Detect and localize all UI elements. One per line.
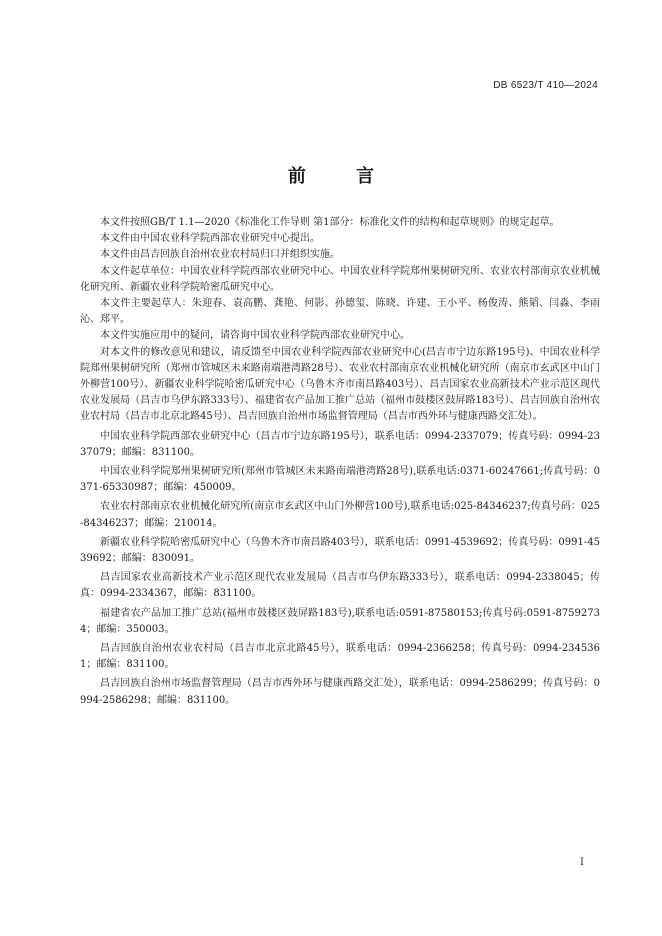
document-code: DB 6523/T 410—2024 (493, 80, 598, 91)
contact-item: 昌吉回族自治州农业农村局（昌吉市北京北路45号），联系电话：0994-2366258；传真号码：0994-2345361；邮编：831100。 (80, 643, 600, 671)
paragraph-administrator: 本文件由昌吉回族自治州农业农村局归口并组织实施。 (100, 249, 340, 261)
contact-item: 新疆农业科学院哈密瓜研究中心（乌鲁木齐市南昌路403号），联系电话：0991-4539692；传真号码：0991-4539692；邮编：830091。 (80, 536, 600, 565)
contact-item: 农业农村部南京农业机械化研究所(南京市玄武区中山门外柳营100号),联系电话:025-84346237;传真号码：025-84346237；邮编：210014。 (80, 501, 600, 529)
contact-item: 福建省农产品加工推广总站(福州市鼓楼区鼓屏路183号),联系电话:0591-87580153;传真号码:0591-87592734；邮编：350003。 (80, 607, 600, 635)
paragraph-inquiries: 本文件实施应用中的疑问，请咨询中国农业科学院西部农业研究中心。 (100, 330, 410, 342)
foreword-body (80, 215, 600, 709)
paragraph-proposer: 本文件由中国农业科学院西部农业研究中心提出。 (100, 233, 320, 245)
paragraph-drafting-units: 本文件起草单位：中国农业科学院西部农业研究中心、中国农业科学院郑州果树研究所、农业农村部南京农业机械化研究所、新疆农业科学院哈密瓜研究中心。 (80, 265, 600, 293)
contact-item: 中国农业科学院郑州果树研究所(郑州市管城区未来路南端港湾路28号),联系电话:0371-60247661;传真号码：0371-65330987；邮编：450009。 (80, 466, 600, 494)
page-title: 前 言 (287, 166, 397, 187)
paragraph-drafting-rules: 本文件按照GB/T 1.1—2020《标准化工作导则 第1部分：标准化文件的结构和起草规则》的规定起草。 (100, 217, 560, 228)
contact-item: 中国农业科学院西部农业研究中心（昌吉市宁边东路195号），联系电话：0994-2337079；传真号码：0994-2337079；邮编：831100。 (80, 430, 600, 458)
page-number: I (580, 857, 584, 868)
contact-item: 昌吉国家农业高新技术产业示范区现代农业发展局（昌吉市乌伊东路333号），联系电话：0994-2338045；传真：0994-2334367，邮编：831100。 (80, 572, 600, 600)
paragraph-drafters: 本文件主要起草人：朱迎春、袁高鹏、龚艳、何影、孙德玺、陈晓、许建、王小平、杨俊涛、熊韬、闫淼、李雨沁、郑平。 (80, 298, 600, 326)
paragraph-feedback: 对本文件的修改意见和建议，请反馈至中国农业科学院西部农业研究中心(昌吉市宁边东路195号)、中国农业科学院郑州果树研究所（郑州市管城区未来路南端港湾路28号）、农业农村部南京农业机械化研究所（南京市玄武区中山门外柳营100号）、新疆农业科学院哈密瓜研究中心（乌鲁木齐市南昌路403号）、昌吉国家农业高新技术产业示范区现代农业发展局（昌吉市乌伊东路333号）、福建省农产品加工推广总站（福州市鼓楼区鼓屏路183号）、昌吉回族自治州农业农村局（昌吉市北京北路45号）、昌吉回族自治州市场监督管理局（昌吉市西外环与健康西路交汇处）。 (80, 346, 600, 423)
contact-item: 昌吉回族自治州市场监督管理局（昌吉市西外环与健康西路交汇处），联系电话：0994-2586299；传真号码：0994-2586298；邮编：831100。 (80, 678, 600, 706)
